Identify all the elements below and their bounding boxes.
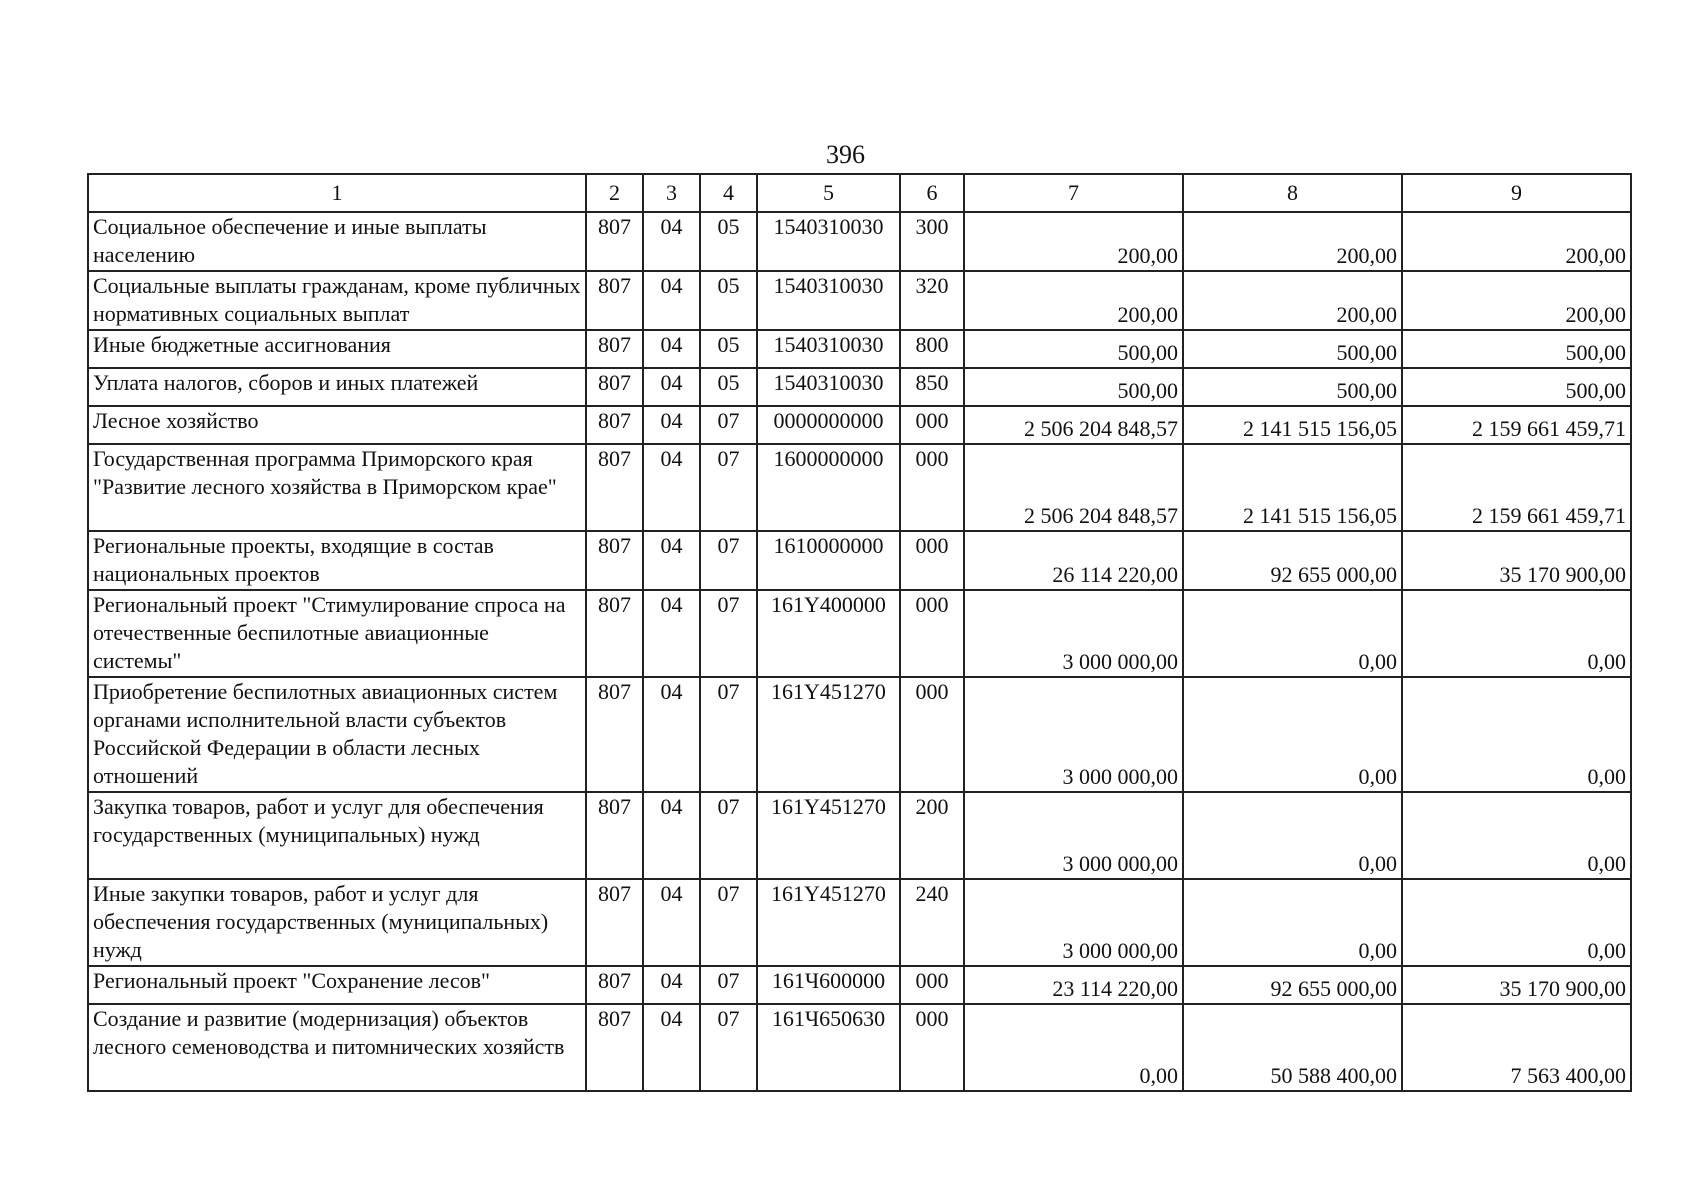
cell-amount-9: 0,00 [1402, 879, 1631, 966]
cell-amount-9: 2 159 661 459,71 [1402, 406, 1631, 444]
row-name: Закупка товаров, работ и услуг для обеспечения государственных (муниципальных) нужд [88, 792, 586, 879]
table-row [88, 444, 1631, 531]
cell-amount-8: 0,00 [1183, 879, 1402, 966]
cell-subsection: 05 [700, 271, 757, 330]
row-name: Лесное хозяйство [88, 406, 586, 444]
cell-section: 04 [643, 444, 700, 531]
row-name: Уплата налогов, сборов и иных платежей [88, 368, 586, 406]
cell-amount-7: 23 114 220,00 [964, 966, 1183, 1004]
table-body [88, 212, 1631, 1091]
cell-expense-type: 320 [900, 271, 964, 330]
cell-amount-7: 2 506 204 848,57 [964, 444, 1183, 531]
cell-amount-7: 200,00 [964, 271, 1183, 330]
header-cell-8: 8 [1183, 174, 1402, 212]
cell-amount-7: 3 000 000,00 [964, 879, 1183, 966]
cell-target-article: 1540310030 [757, 271, 900, 330]
cell-target-article: 161Ч600000 [757, 966, 900, 1004]
cell-subsection: 05 [700, 212, 757, 271]
header-row [88, 174, 1631, 212]
cell-amount-9: 500,00 [1402, 330, 1631, 368]
cell-amount-9: 0,00 [1402, 677, 1631, 792]
header-cell-2: 2 [586, 174, 643, 212]
cell-subsection: 07 [700, 531, 757, 590]
cell-section: 04 [643, 330, 700, 368]
cell-section: 04 [643, 212, 700, 271]
cell-section: 04 [643, 368, 700, 406]
table-row [88, 879, 1631, 966]
table-row [88, 792, 1631, 879]
cell-subsection: 07 [700, 406, 757, 444]
cell-section: 04 [643, 531, 700, 590]
cell-amount-9: 7 563 400,00 [1402, 1004, 1631, 1091]
cell-target-article: 1610000000 [757, 531, 900, 590]
cell-amount-8: 200,00 [1183, 212, 1402, 271]
header-cell-3: 3 [643, 174, 700, 212]
cell-section: 04 [643, 792, 700, 879]
cell-amount-9: 0,00 [1402, 792, 1631, 879]
cell-expense-type: 850 [900, 368, 964, 406]
cell-amount-9: 2 159 661 459,71 [1402, 444, 1631, 531]
cell-amount-8: 2 141 515 156,05 [1183, 406, 1402, 444]
cell-ministry-code: 807 [586, 368, 643, 406]
table-row [88, 368, 1631, 406]
cell-ministry-code: 807 [586, 406, 643, 444]
cell-amount-8: 0,00 [1183, 792, 1402, 879]
cell-ministry-code: 807 [586, 1004, 643, 1091]
header-cell-7: 7 [964, 174, 1183, 212]
header-cell-5: 5 [757, 174, 900, 212]
header-cell-9: 9 [1402, 174, 1631, 212]
cell-section: 04 [643, 879, 700, 966]
budget-table [87, 173, 1632, 1092]
cell-expense-type: 800 [900, 330, 964, 368]
cell-subsection: 07 [700, 879, 757, 966]
cell-target-article: 161Y451270 [757, 879, 900, 966]
header-cell-1: 1 [88, 174, 586, 212]
cell-expense-type: 200 [900, 792, 964, 879]
page-number: 396 [826, 140, 865, 169]
table-row [88, 590, 1631, 677]
cell-target-article: 161Ч650630 [757, 1004, 900, 1091]
cell-target-article: 1540310030 [757, 330, 900, 368]
cell-amount-8: 92 655 000,00 [1183, 966, 1402, 1004]
cell-target-article: 1540310030 [757, 212, 900, 271]
cell-ministry-code: 807 [586, 879, 643, 966]
cell-target-article: 1540310030 [757, 368, 900, 406]
cell-amount-7: 500,00 [964, 368, 1183, 406]
cell-expense-type: 240 [900, 879, 964, 966]
cell-expense-type: 000 [900, 677, 964, 792]
cell-amount-9: 200,00 [1402, 271, 1631, 330]
cell-subsection: 07 [700, 677, 757, 792]
cell-target-article: 161Y400000 [757, 590, 900, 677]
table-row [88, 677, 1631, 792]
cell-amount-7: 0,00 [964, 1004, 1183, 1091]
row-name: Государственная программа Приморского края "Развитие лесного хозяйства в Приморском крае" [88, 444, 586, 531]
cell-expense-type: 000 [900, 1004, 964, 1091]
cell-subsection: 05 [700, 368, 757, 406]
cell-expense-type: 000 [900, 590, 964, 677]
cell-subsection: 07 [700, 590, 757, 677]
cell-amount-7: 200,00 [964, 212, 1183, 271]
cell-amount-7: 3 000 000,00 [964, 792, 1183, 879]
table-row [88, 212, 1631, 271]
cell-subsection: 07 [700, 1004, 757, 1091]
cell-target-article: 161Y451270 [757, 792, 900, 879]
cell-expense-type: 000 [900, 531, 964, 590]
cell-amount-9: 200,00 [1402, 212, 1631, 271]
row-name: Создание и развитие (модернизация) объектов лесного семеноводства и питомнических хозяйств [88, 1004, 586, 1091]
cell-subsection: 07 [700, 966, 757, 1004]
cell-ministry-code: 807 [586, 590, 643, 677]
table-header [88, 174, 1631, 212]
cell-amount-8: 92 655 000,00 [1183, 531, 1402, 590]
cell-ministry-code: 807 [586, 966, 643, 1004]
cell-section: 04 [643, 1004, 700, 1091]
table-row [88, 406, 1631, 444]
row-name: Социальные выплаты гражданам, кроме публичных нормативных социальных выплат [88, 271, 586, 330]
cell-ministry-code: 807 [586, 792, 643, 879]
row-name: Региональный проект "Сохранение лесов" [88, 966, 586, 1004]
cell-expense-type: 000 [900, 966, 964, 1004]
cell-section: 04 [643, 677, 700, 792]
table-row [88, 531, 1631, 590]
cell-expense-type: 300 [900, 212, 964, 271]
cell-amount-9: 35 170 900,00 [1402, 531, 1631, 590]
table-row [88, 271, 1631, 330]
cell-amount-8: 500,00 [1183, 368, 1402, 406]
table-row [88, 1004, 1631, 1091]
table-row [88, 330, 1631, 368]
cell-amount-8: 2 141 515 156,05 [1183, 444, 1402, 531]
row-name: Приобретение беспилотных авиационных систем органами исполнительной власти субъектов Российской Федерации в области лесных отношений [88, 677, 586, 792]
cell-subsection: 07 [700, 792, 757, 879]
cell-amount-9: 0,00 [1402, 590, 1631, 677]
cell-amount-8: 50 588 400,00 [1183, 1004, 1402, 1091]
cell-subsection: 05 [700, 330, 757, 368]
cell-amount-7: 3 000 000,00 [964, 590, 1183, 677]
cell-amount-9: 500,00 [1402, 368, 1631, 406]
cell-target-article: 0000000000 [757, 406, 900, 444]
cell-section: 04 [643, 271, 700, 330]
cell-ministry-code: 807 [586, 330, 643, 368]
cell-expense-type: 000 [900, 406, 964, 444]
cell-ministry-code: 807 [586, 531, 643, 590]
table-row [88, 966, 1631, 1004]
row-name: Иные закупки товаров, работ и услуг для обеспечения государственных (муниципальных) нужд [88, 879, 586, 966]
cell-amount-7: 2 506 204 848,57 [964, 406, 1183, 444]
cell-amount-8: 500,00 [1183, 330, 1402, 368]
row-name: Социальное обеспечение и иные выплаты населению [88, 212, 586, 271]
cell-target-article: 161Y451270 [757, 677, 900, 792]
cell-ministry-code: 807 [586, 212, 643, 271]
cell-amount-8: 0,00 [1183, 677, 1402, 792]
row-name: Региональный проект "Стимулирование спроса на отечественные беспилотные авиационные системы" [88, 590, 586, 677]
cell-ministry-code: 807 [586, 271, 643, 330]
cell-amount-7: 3 000 000,00 [964, 677, 1183, 792]
header-cell-6: 6 [900, 174, 964, 212]
row-name: Региональные проекты, входящие в состав национальных проектов [88, 531, 586, 590]
cell-section: 04 [643, 590, 700, 677]
cell-amount-7: 26 114 220,00 [964, 531, 1183, 590]
row-name: Иные бюджетные ассигнования [88, 330, 586, 368]
cell-section: 04 [643, 966, 700, 1004]
cell-ministry-code: 807 [586, 677, 643, 792]
cell-ministry-code: 807 [586, 444, 643, 531]
cell-amount-9: 35 170 900,00 [1402, 966, 1631, 1004]
header-cell-4: 4 [700, 174, 757, 212]
cell-subsection: 07 [700, 444, 757, 531]
cell-amount-7: 500,00 [964, 330, 1183, 368]
cell-target-article: 1600000000 [757, 444, 900, 531]
cell-expense-type: 000 [900, 444, 964, 531]
cell-amount-8: 200,00 [1183, 271, 1402, 330]
cell-amount-8: 0,00 [1183, 590, 1402, 677]
cell-section: 04 [643, 406, 700, 444]
